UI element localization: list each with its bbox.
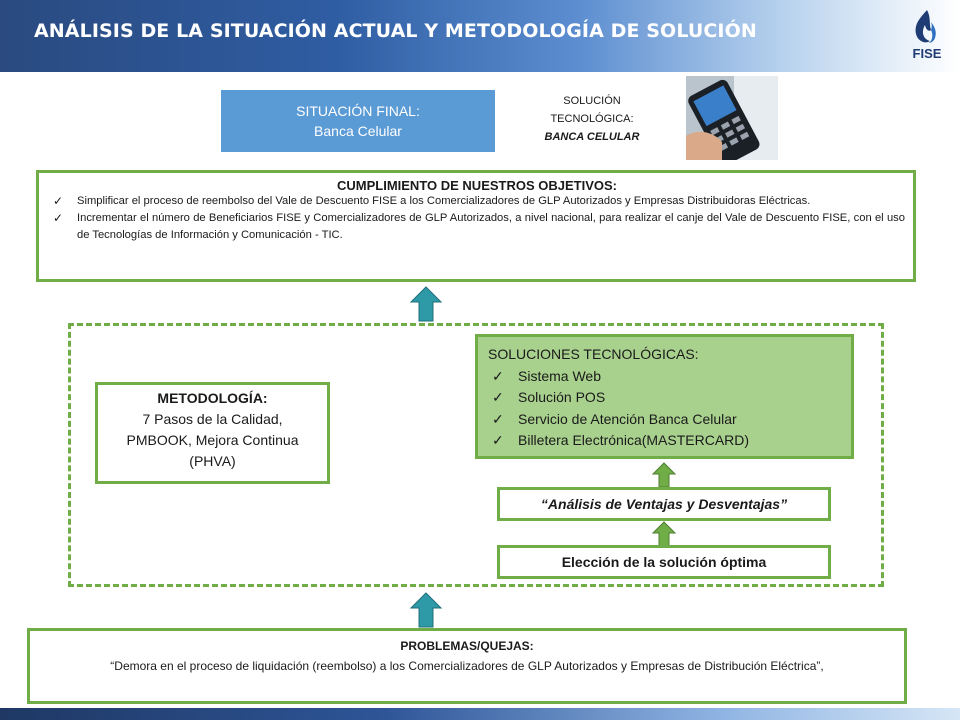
checkmark-icon: ✓ (492, 410, 504, 427)
footer-bar (0, 708, 960, 720)
up-arrow-icon (410, 592, 442, 628)
tech-solutions-box (475, 334, 854, 459)
final-situation-title: SITUACIÓN FINAL: (296, 103, 420, 119)
tech-solution-label (528, 92, 656, 146)
objectives-box (36, 170, 916, 282)
list-item (492, 430, 841, 452)
methodology-line2: PMBOOK, Mejora Continua (126, 432, 299, 448)
list-item (492, 387, 841, 409)
flame-icon (900, 8, 954, 48)
methodology-box (95, 382, 330, 484)
checkmark-icon: ✓ (492, 367, 504, 384)
methodology-title: METODOLOGÍA: (157, 390, 268, 406)
solution-text: Billetera Electrónica(MASTERCARD) (518, 432, 750, 448)
objectives-list (49, 193, 905, 244)
methodology-line3: (PHVA) (189, 453, 236, 469)
objective-text: Simplificar el proceso de reembolso del Vale de Descuento FISE a los Comercializadores de GLP Autorizados y Empresas Distribuidoras Eléctricas. (77, 195, 811, 207)
up-arrow-icon (652, 521, 676, 547)
up-arrow-icon (410, 286, 442, 322)
logo-text: FISE (912, 46, 942, 61)
checkmark-icon: ✓ (492, 432, 504, 448)
solution-text: Sistema Web (518, 367, 601, 384)
checkmark-icon: ✓ (492, 389, 504, 405)
tech-solution-line1: SOLUCIÓN (563, 95, 621, 107)
problems-title: PROBLEMAS/QUEJAS: (400, 639, 534, 653)
objective-text: Incrementar el número de Beneficiarios FISE y Comercializadores de GLP Autorizados, a nivel nacional, para realizar el canje del Vale de Descuento FISE, con el uso de Tecnologías de Información y Comunicación - TIC. (77, 212, 905, 241)
fise-logo (900, 8, 954, 68)
header-banner (0, 0, 960, 72)
checkmark-icon: ✓ (53, 194, 64, 208)
up-arrow-icon (652, 462, 676, 488)
tech-solutions-title: SOLUCIONES TECNOLÓGICAS: (488, 346, 699, 362)
solution-text: Servicio de Atención Banca Celular (518, 410, 737, 427)
methodology-line1: 7 Pasos de la Calidad, (142, 411, 283, 427)
list-item (492, 409, 841, 431)
list-item (492, 366, 841, 388)
optimal-choice-box: Elección de la solución óptima (497, 545, 831, 579)
checkmark-icon: ✓ (53, 211, 64, 225)
tech-solutions-list (488, 366, 841, 452)
list-item (49, 210, 905, 244)
list-item (49, 193, 905, 210)
objectives-title: CUMPLIMIENTO DE NUESTROS OBJETIVOS: (336, 178, 617, 193)
tech-solution-line2: TECNOLÓGICA: (550, 113, 634, 125)
tech-solution-line3: BANCA CELULAR (544, 131, 640, 143)
problems-box (27, 628, 907, 704)
advantages-analysis-box: “Análisis de Ventajas y Desventajas” (497, 487, 831, 521)
final-situation-box (221, 90, 495, 152)
problems-text: “Demora en el proceso de liquidación (reembolso) a los Comercializadores de GLP Autorizados y Empresas de Distribución Eléctrica”, (110, 659, 824, 673)
page-title: ANÁLISIS DE LA SITUACIÓN ACTUAL Y METODOLOGÍA DE SOLUCIÓN (34, 20, 757, 42)
solution-text: Solución POS (518, 389, 606, 405)
mobile-phone-image (686, 76, 778, 160)
final-situation-value: Banca Celular (314, 123, 402, 139)
